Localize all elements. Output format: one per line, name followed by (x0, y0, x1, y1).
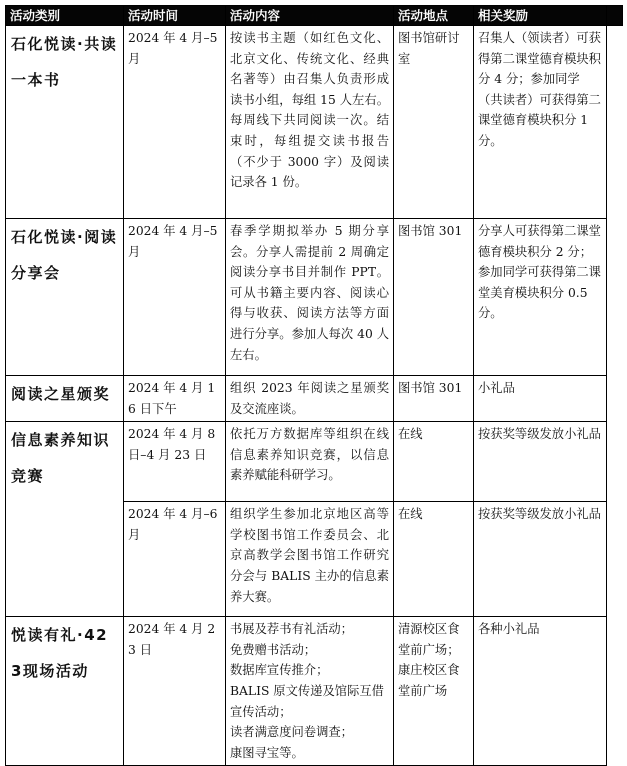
row-category: 信息素养知识竞赛 (6, 422, 124, 617)
row-location: 图书馆 301 (394, 376, 474, 422)
row-location: 清源校区食堂前广场； 康庄校区食堂前广场 (394, 617, 474, 766)
row-category: 阅读之星颁奖 (6, 376, 124, 422)
row-time: 2024 年 4 月 23 日 (124, 617, 226, 766)
header-time: 活动时间 (124, 6, 226, 26)
row-location: 图书馆 301 (394, 219, 474, 376)
row-location: 图书馆研讨室 (394, 26, 474, 219)
row-time: 2024 年 4 月–5 月 (124, 219, 226, 376)
row-content: 春季学期拟举办 5 期分享会。分享人需提前 2 周确定阅读分享书目并制作 PPT。可从书籍主要内容、阅读心得与收获、阅读方法等方面进行分享。参加人每次 40 人左右。 (226, 219, 394, 376)
row-time: 2024 年 4 月 8 日–4 月 23 日 (124, 422, 226, 502)
row-spacer (607, 376, 623, 422)
row-content: 依托万方数据库等组织在线信息素养知识竞赛，以信息素养赋能科研学习。 (226, 422, 394, 502)
row-location: 在线 (394, 502, 474, 617)
row-time: 2024 年 4 月–5 月 (124, 26, 226, 219)
row-spacer (607, 422, 623, 502)
header-content: 活动内容 (226, 6, 394, 26)
row-category: 石化悦读·阅读分享会 (6, 219, 124, 376)
header-row (6, 6, 623, 26)
row-spacer (607, 219, 623, 376)
row-category: 石化悦读·共读一本书 (6, 26, 124, 219)
row-location: 在线 (394, 422, 474, 502)
header-location: 活动地点 (394, 6, 474, 26)
row-reward: 小礼品 (474, 376, 607, 422)
row-content: 组织 2023 年阅读之星颁奖及交流座谈。 (226, 376, 394, 422)
header-spacer (607, 6, 623, 26)
row-time: 2024 年 4 月–6 月 (124, 502, 226, 617)
row-spacer (607, 502, 623, 617)
row-content: 书展及荐书有礼活动； 免费赠书活动； 数据库宣传推介； BALIS 原文传递及馆际互借宣传活动； 读者满意度问卷调查； 康图寻宝等。 (226, 617, 394, 766)
row-reward: 各种小礼品 (474, 617, 607, 766)
table-row (6, 422, 623, 502)
row-spacer (607, 617, 623, 766)
row-reward: 按获奖等级发放小礼品 (474, 502, 607, 617)
row-category: 悦读有礼·423现场活动 (6, 617, 124, 766)
row-reward: 召集人（领读者）可获得第二课堂德育模块积分 4 分；参加同学（共读者）可获得第二课堂德育模块积分 1 分。 (474, 26, 607, 219)
row-time: 2024 年 4 月 16 日下午 (124, 376, 226, 422)
activities-table (5, 5, 623, 766)
row-reward: 分享人可获得第二课堂德育模块积分 2 分；参加同学可获得第二课堂美育模块积分 0.5 分。 (474, 219, 607, 376)
row-content: 组织学生参加北京地区高等学校图书馆工作委员会、北京高教学会图书馆工作研究分会与 BALIS 主办的信息素养大赛。 (226, 502, 394, 617)
row-reward: 按获奖等级发放小礼品 (474, 422, 607, 502)
row-content: 按读书主题（如红色文化、北京文化、传统文化、经典名著等）由召集人负责形成读书小组，每组 15 人左右。每周线下共同阅读一次。结束时，每组提交读书报告（不少于 3000 字）及阅读记录各 1 份。 (226, 26, 394, 219)
header-reward: 相关奖励 (474, 6, 607, 26)
row-spacer (607, 26, 623, 219)
table-row (6, 617, 623, 766)
table-row (6, 219, 623, 376)
table-row (6, 26, 623, 219)
table-row (6, 376, 623, 422)
header-category: 活动类别 (6, 6, 124, 26)
